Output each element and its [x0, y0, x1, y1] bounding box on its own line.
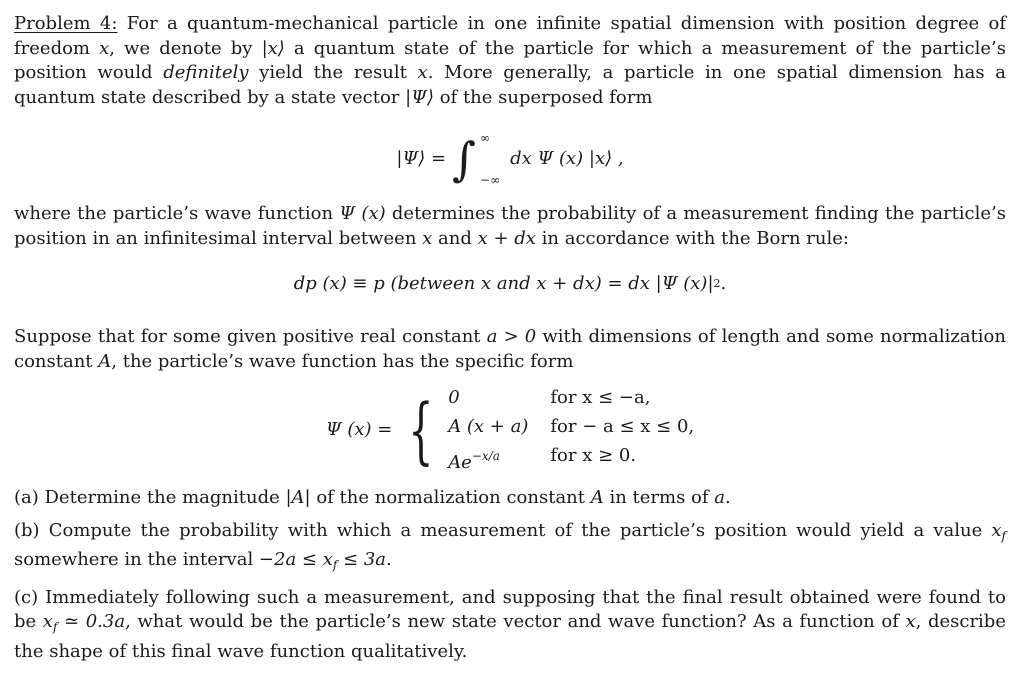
- problem-parts: [14, 486, 1006, 664]
- math-psi-x: Ψ (x): [339, 203, 386, 224]
- math-xf: $x_f$: [991, 519, 1006, 543]
- eq3-lhs: Ψ (x) =: [325, 418, 393, 440]
- math-A: A: [590, 487, 604, 508]
- integral-sign-icon: ∫: [452, 132, 477, 186]
- part-a: (a) Determine the magnitude |A| of the normalization constant A in terms of a.: [14, 487, 731, 508]
- wavefunction-paragraph: Suppose that for some given positive real constant a > 0 with dimensions of length and some normalization constant A, the particle’s wave function has the specific form: [14, 326, 1006, 372]
- eq1-integrand: dx Ψ (x) |x⟩ ,: [510, 147, 624, 169]
- part-b: (b) Compute the probability with which a measurement of the particle’s position would yield a value $x_f$ somewhere in the interval $-2a \le x_f \le 3a$.: [14, 519, 1006, 572]
- equation-born-rule: [14, 263, 1006, 305]
- eq2-exponent: 2: [713, 276, 721, 290]
- case2-value: A (x + a): [448, 415, 529, 437]
- eq2-body: dp (x) ≡ p (between x and x + dx) = dx |Ψ (x)|: [293, 272, 714, 294]
- problem-heading: Problem 4:: [14, 13, 118, 34]
- integral-lower-limit: −∞: [480, 173, 501, 187]
- intro-paragraph: Problem 4: For a quantum-mechanical particle in one infinite spatial dimension with position degree of freedom x, we denote by |x⟩ a quantum state of the particle for which a measurement of the particle’s position would definitely yield the result x. More generally, a particle in one spatial dimension has a quantum state described by a state vector |Ψ⟩ of the superposed form: [14, 13, 1006, 108]
- math-ket-psi: |Ψ⟩: [405, 86, 434, 108]
- math-A: A: [98, 350, 112, 372]
- integral-upper-limit: ∞: [480, 131, 491, 145]
- math-x: x: [422, 227, 433, 249]
- equation-superposition: [14, 116, 1006, 202]
- equation-piecewise: [14, 382, 1006, 478]
- math-ket-x: |x⟩: [261, 37, 285, 59]
- born-rule-paragraph: where the particle’s wave function Ψ (x) determines the probability of a measurement finding the particle’s position in an infinitesimal interval between x and x + dx in accordance with the Born rule:: [14, 203, 1007, 249]
- case1-value: 0: [448, 386, 460, 408]
- math-x: x: [905, 611, 916, 632]
- math-a-gt-0: a > 0: [486, 326, 537, 347]
- math-interval: $-2a \le x_f \le 3a$: [258, 549, 387, 572]
- case2-condition: for − a ≤ x ≤ 0,: [550, 415, 695, 437]
- math-xf-approx: $x_f$ ≃ 0.3a: [42, 611, 126, 634]
- part-c: (c) Immediately following such a measurement, and supposing that the final result obtained were found to be $x_f$ ≃ 0.3a, what would be the particle’s new state vector and wave function? As a function of x, describe the shape of this final wave function qualitatively.: [14, 586, 1006, 662]
- emphasis-definitely: definitely: [163, 62, 249, 83]
- math-x: x: [99, 37, 110, 59]
- eq1-lhs: |Ψ⟩ =: [396, 147, 447, 169]
- math-a: a: [714, 487, 725, 508]
- integral-limits: [480, 131, 500, 187]
- math-abs-A: |A|: [285, 487, 311, 508]
- eq2-end: .: [720, 272, 727, 294]
- math-x: x: [417, 62, 428, 83]
- math-x-plus-dx: x + dx: [477, 227, 536, 249]
- case3-condition: for x ≥ 0.: [550, 444, 637, 466]
- case1-condition: for x ≤ −a,: [550, 386, 651, 408]
- left-brace-icon: {: [408, 388, 434, 472]
- case3-value: $Ae^{-x/a}$: [448, 448, 500, 473]
- case3-exponent: −x/a: [471, 448, 500, 463]
- piecewise-cases: [448, 386, 694, 475]
